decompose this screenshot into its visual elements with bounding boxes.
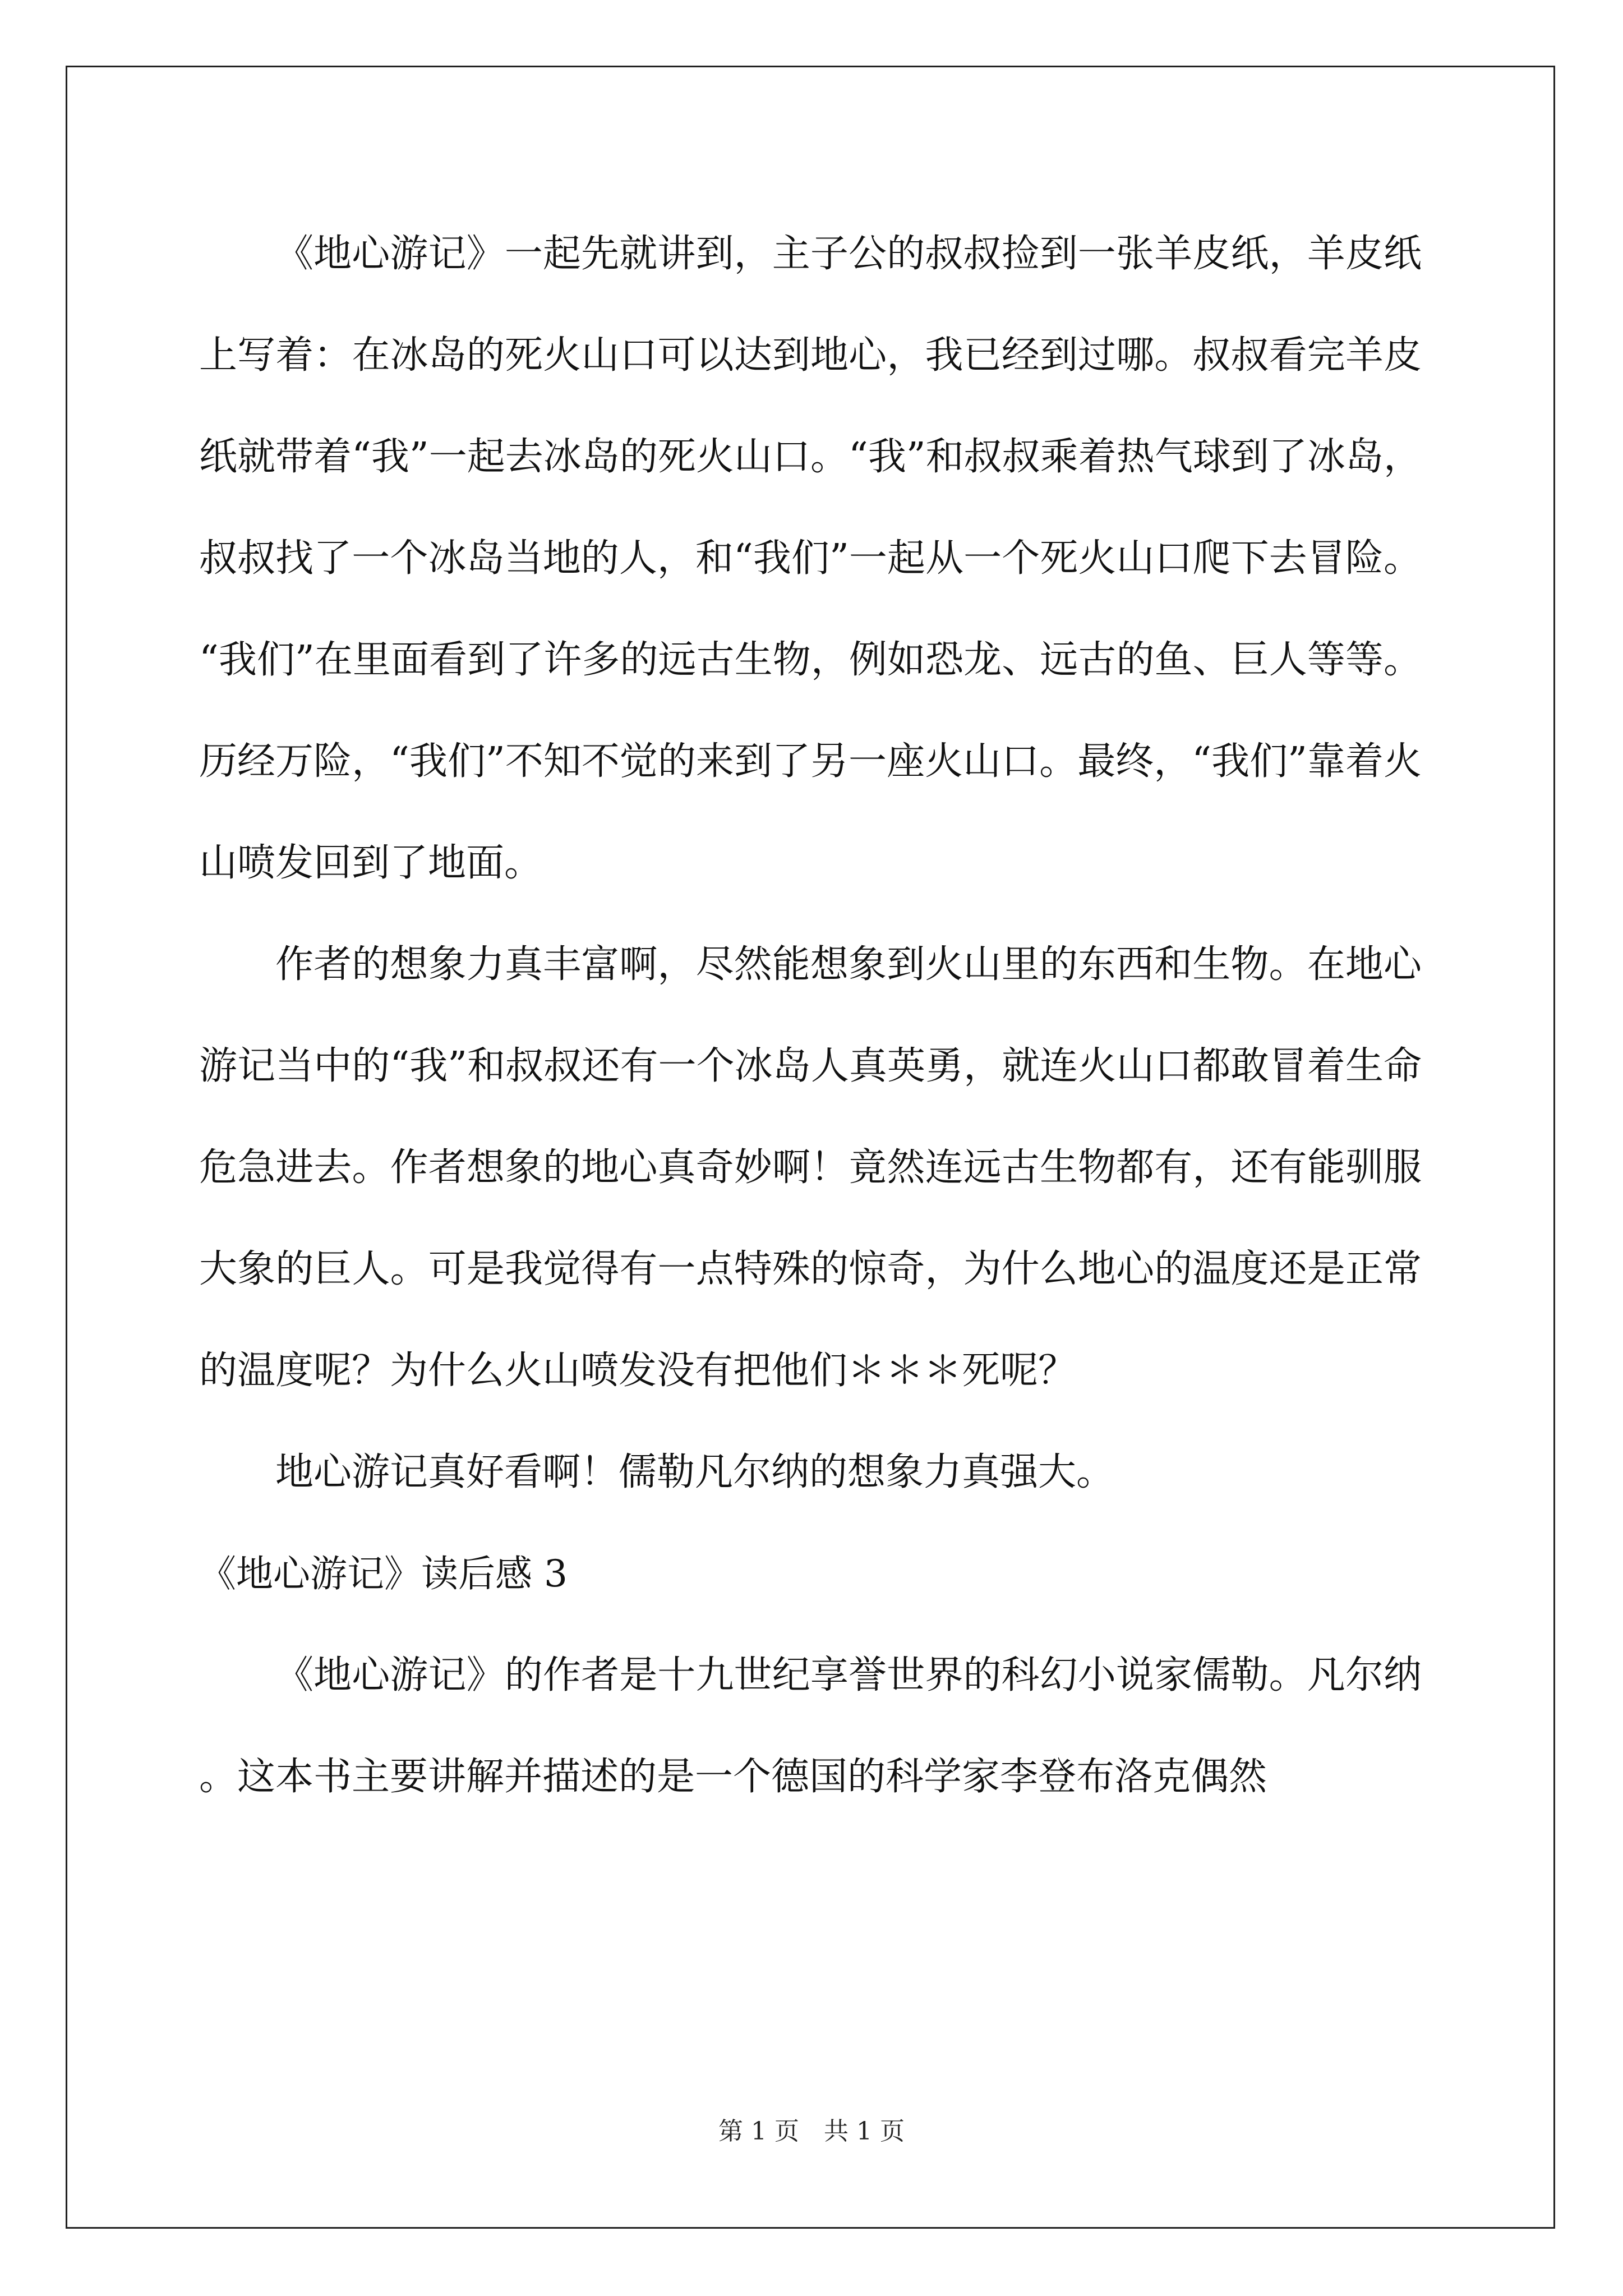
section-title: 《地心游记》读后感 3 — [199, 1552, 568, 1595]
page-footer: 第 1 页 共 1 页 — [718, 2117, 905, 2146]
paragraph-reflection: 作者的想象力真丰富啊，尽然能想象到火山里的东西和生物。在地心游记当中的“我”和叔叔还有一个冰岛人真英勇，就连火山口都敢冒着生命危急进去。作者想象的地心真奇妙啊！竟然连远古生物都有，还有能驯服大象的巨人。可是我觉得有一点特殊的惊奇，为什么地心的温度还是正常的温度呢？为什么火山喷发没有把他们＊＊＊死呢？ — [199, 942, 1422, 1393]
paragraph-intro-section-3: 《地心游记》的作者是十九世纪享誉世界的科幻小说家儒勒。凡尔纳。这本书主要讲解并描述的是一个德国的科学家李登布洛克偶然 — [199, 1653, 1422, 1799]
paragraph-summary: 《地心游记》一起先就讲到，主子公的叔叔捡到一张羊皮纸，羊皮纸上写着：在冰岛的死火山口可以达到地心，我已经到过哪。叔叔看完羊皮纸就带着“我”一起去冰岛的死火山口。“我”和叔叔乘着热气球到了冰岛，叔叔找了一个冰岛当地的人，和“我们”一起从一个死火山口爬下去冒险。“我们”在里面看到了许多的远古生物，例如恐龙、远古的鱼、巨人等等。历经万险，“我们”不知不觉的来到了另一座火山口。最终，“我们”靠着火山喷发回到了地面。 — [199, 232, 1422, 885]
paragraph-conclusion: 地心游记真好看啊！儒勒凡尔纳的想象力真强大。 — [275, 1450, 1115, 1494]
document-body — [199, 203, 1422, 1828]
